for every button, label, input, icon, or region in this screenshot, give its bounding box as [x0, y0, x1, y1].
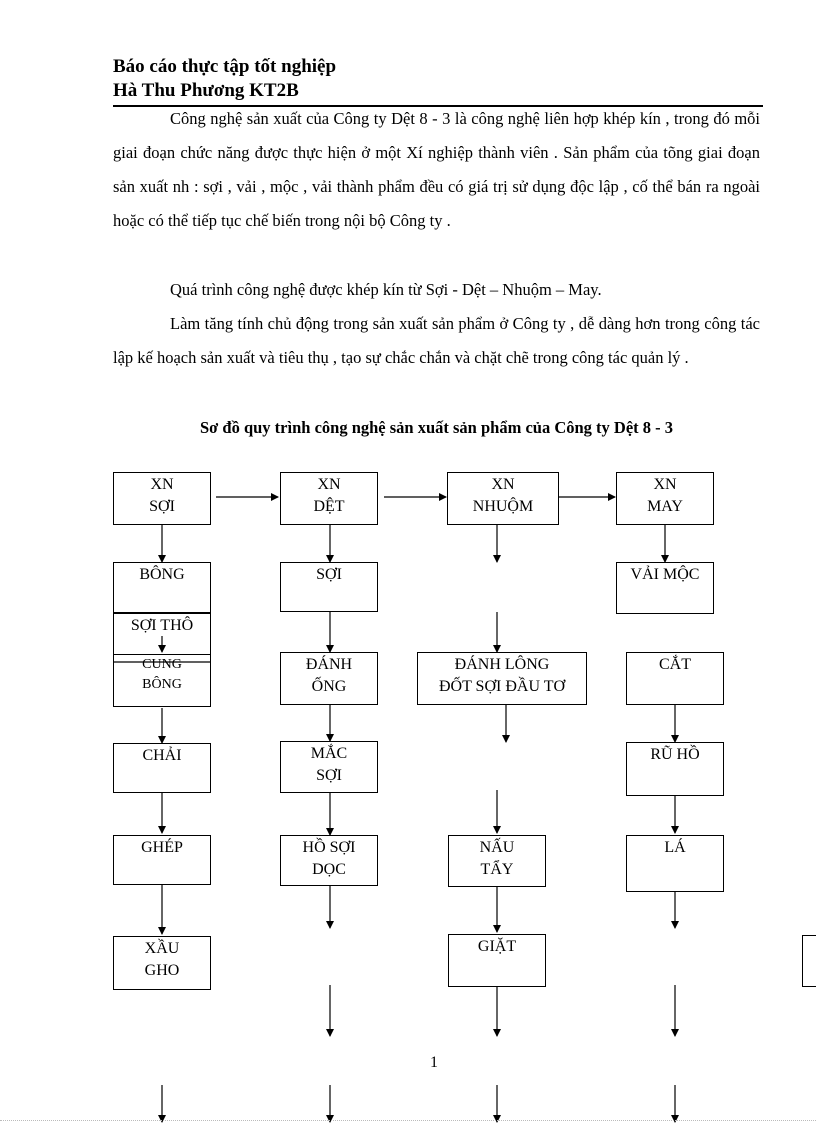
box-ho-soi-doc — [280, 835, 378, 886]
box-xau-gho-l2: GHO — [144, 962, 180, 979]
paragraph-1: Công nghệ sản xuất của Công ty Dệt 8 - 3 là công nghệ liên hợp khép kín , trong đó mỗi giai đoạn chức năng được thực hiện ở một Xí nghiệp thành viên . Sản phẩm của tõng giai đoạn sản xuất nh : sợi , vải , mộc , vải thành phẩm đều có giá trị sử dụng độc lập , cố thể bán ra ngoài hoặc có thể tiếp tục chế biến trong nội bộ Công ty . — [113, 109, 760, 230]
box-xau-gho-l1: XẦU — [144, 940, 180, 957]
box-cung-bong-l1: CUNG — [142, 657, 182, 672]
box-ghep-label: GHÉP — [141, 839, 183, 856]
box-vai-moc-label: VẢI MỘC — [630, 566, 700, 583]
report-title: Báo cáo thực tập tốt nghiệp — [113, 56, 337, 77]
box-xn-may-l2: MAY — [647, 498, 683, 515]
box-xn-may-l1: XN — [653, 476, 677, 493]
box-bong-label: BÔNG — [139, 566, 185, 583]
box-danh-long — [417, 652, 587, 705]
box-la-label: LÁ — [664, 839, 686, 856]
box-chai-label: CHẢI — [142, 747, 182, 764]
box-soi-tho-label: SỢI THÔ — [130, 617, 194, 634]
box-ho-soi-doc-l2: DỌC — [312, 861, 346, 878]
box-ho-soi-doc-l1: HỒ SỢI — [302, 839, 356, 856]
box-danh-ong-l1: ĐÁNH — [305, 656, 353, 673]
box-la — [626, 835, 724, 892]
box-xn-det-l2: DỆT — [313, 498, 345, 515]
box-xn-soi-l2: SỢI — [149, 498, 175, 515]
box-cat — [626, 652, 724, 705]
box-bong — [113, 562, 211, 613]
page-number: 1 — [430, 1054, 438, 1071]
paragraph-2: Quá trình công nghệ được khép kín từ Sợi - Dệt – Nhuộm – May. — [170, 280, 602, 299]
box-cat-label: CẮT — [659, 656, 691, 673]
box-ghep — [113, 835, 211, 885]
box-xau-gho — [113, 936, 211, 990]
box-cung-bong — [113, 654, 211, 707]
box-xn-det — [280, 472, 378, 525]
box-danh-long-l2: ĐỐT SỢI ĐẦU TƠ — [438, 678, 566, 695]
page-edge — [0, 1120, 816, 1121]
box-nau-tay-l1: NẤU — [479, 839, 515, 856]
box-cung-bong-l2: BÔNG — [142, 677, 182, 692]
box-xn-det-l1: XN — [317, 476, 341, 493]
box-ru-ho — [626, 742, 724, 796]
box-soi — [280, 562, 378, 612]
box-mac-soi — [280, 741, 378, 793]
box-xn-may — [616, 472, 714, 525]
box-giat-label: GIẶT — [477, 938, 517, 955]
box-ru-ho-label: RŨ HỒ — [650, 746, 700, 763]
box-nau-tay-l2: TẨY — [480, 861, 514, 878]
box-soi-label: SỢI — [316, 566, 342, 583]
box-soi-tho — [113, 612, 211, 655]
box-danh-ong — [280, 652, 378, 705]
box-giat — [448, 934, 546, 987]
box-xn-soi-l1: XN — [150, 476, 174, 493]
cut-off-box — [802, 935, 816, 987]
box-nau-tay — [448, 835, 546, 887]
box-xn-nhuom-l1: XN — [491, 476, 515, 493]
box-vai-moc — [616, 562, 714, 614]
diagram-title: Sơ đồ quy trình công nghệ sản xuất sản phẩm của Công ty Dệt 8 - 3 — [199, 418, 674, 437]
box-xn-nhuom — [447, 472, 559, 525]
box-chai — [113, 743, 211, 793]
box-mac-soi-l1: MẮC — [310, 745, 348, 762]
box-mac-soi-l2: SỢI — [316, 767, 342, 784]
author-line: Hà Thu Phương KT2B — [113, 80, 299, 101]
paragraph-3: Làm tăng tính chủ động trong sản xuất sản phẩm ở Công ty , dễ dàng hơn trong công tác lập kế hoạch sản xuất và tiêu thụ , tạo sự chắc chắn và chặt chẽ trong công tác quản lý . — [113, 314, 760, 367]
box-xn-nhuom-l2: NHUỘM — [472, 498, 534, 515]
box-danh-ong-l2: ỐNG — [311, 678, 347, 695]
box-xn-soi — [113, 472, 211, 525]
box-danh-long-l1: ĐÁNH LÔNG — [454, 656, 550, 673]
